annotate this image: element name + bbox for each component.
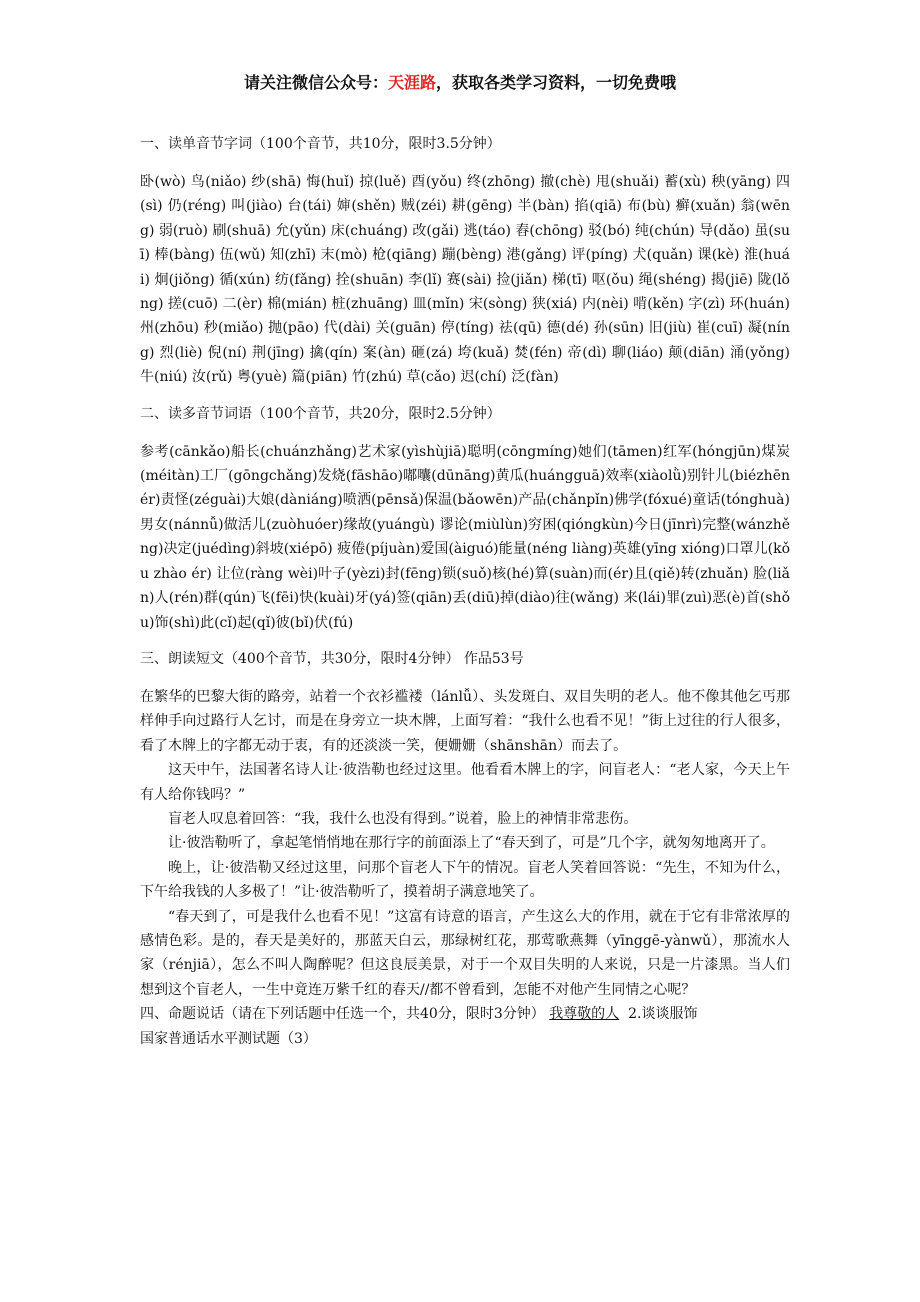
passage-paragraph: 让·彼浩勒听了，拿起笔悄悄地在那行字的前面添上了“春天到了，可是”几个字，就匆匆地离开了。: [168, 835, 775, 852]
section1-title: 一、读单音节字词（100个音节，共10分，限时3.5分钟）: [140, 136, 501, 152]
promo-suffix: ，获取各类学习资料，一切免费哦: [436, 73, 677, 92]
promo-prefix: 请关注微信公众号：: [243, 73, 388, 92]
section4-line: [140, 1002, 790, 1026]
promo-header: [0, 70, 920, 93]
section2-word-list: 参考(cānkǎo)船长(chuánzhǎng)艺术家(yìshùjiā)聪明(cōngmíng)她们(tāmen)红军(hóngjūn)煤炭(méitàn)工厂(gōngchǎng)发烧(fāshāo)嘟囔(dūnāng)黄瓜(huángguā)效率(xiàolǜ)别针儿(biézhēnér)责怪(zéguài)大娘(dàniáng)喷洒(pēnsǎ)保温(bǎowēn)产品(chǎnpǐn)佛学(fóxué)童话(tónghuà)男女(nánnǚ)做活儿(zuòhuóer)缘故(yuángù) 谬论(miùlùn)穷困(qióngkùn)今日(jīnrì)完整(wánzhěng)决定(juédìng)斜坡(xiépō) 疲倦(píjuàn)爱国(àiguó)能量(néng liàng)英雄(yīng xióng)口罩儿(kǒu zhào ér) 让位(ràng wèi)叶子(yèzi)封(fēng)锁(suǒ)核(hé)算(suàn)而(ér)且(qiě)转(zhuǎn) 脸(liǎn)人(rén)群(qún)飞(fēi)快(kuài)牙(yá)签(qiān)丢(diū)掉(diào)往(wǎng) 来(lái)罪(zuì)恶(è)首(shǒu)饰(shì)此(cǐ)起(qǐ)彼(bǐ)伏(fú): [140, 443, 790, 631]
section3-title: 三、朗读短文（400个音节，共30分，限时4分钟） 作品53号: [140, 650, 524, 667]
passage-paragraph: 这天中午，法国著名诗人让·彼浩勒也经过这里。他看看木牌上的字，问盲老人：“老人家，今天上午有人给你钱吗？”: [140, 762, 790, 803]
exam-title-footer: 国家普通话水平测试题（3）: [140, 1030, 317, 1047]
section4-title: 四、命题说话（请在下列话题中任选一个，共40分，限时3分钟）: [140, 1006, 545, 1023]
topic-option-1: 我尊敬的人: [549, 1006, 620, 1023]
passage-paragraph: 盲老人叹息着回答：“我，我什么也没有得到。”说着，脸上的神情非常悲伤。: [168, 810, 638, 827]
document-body: [140, 132, 790, 1051]
passage-paragraph: 在繁华的巴黎大街的路旁，站着一个衣衫褴褛（lánlǚ）、头发斑白、双目失明的老人。他不像其他乞丐那样伸手向过路行人乞讨，而是在身旁立一块木牌，上面写着：“我什么也看不见！”街上过往的行人很多，看了木牌上的字都无动于衷，有的还淡淡一笑，便姗姗（shānshān）而去了。: [140, 688, 790, 754]
section1-word-list: 卧(wò) 鸟(niǎo) 纱(shā) 悔(huǐ) 掠(luě) 酉(yǒu) 终(zhōng) 撤(chè) 甩(shuǎi) 蓄(xù) 秧(yāng) 四(sì) 仍(réng) 叫(jiào) 台(tái) 婶(shěn) 贼(zéi) 耕(gēng) 半(bàn) 掐(qiā) 布(bù) 癣(xuǎn) 翁(wēng) 弱(ruò) 刷(shuā) 允(yǔn) 床(chuáng) 改(gǎi) 逃(táo) 舂(chōng) 驳(bó) 纯(chún) 导(dǎo) 虽(suī) 棒(bàng) 伍(wǔ) 知(zhī) 末(mò) 枪(qiāng) 蹦(bèng) 港(gǎng) 评(píng) 犬(quǎn) 课(kè) 淮(huái) 炯(jiǒng) 循(xún) 纺(fǎng) 拴(shuān) 李(lǐ) 赛(sài) 捡(jiǎn) 梯(tī) 呕(ǒu) 绳(shéng) 揭(jiē) 陇(lǒng) 搓(cuō) 二(èr) 棉(mián) 桩(zhuāng) 皿(mǐn) 宋(sòng) 狭(xiá) 内(nèi) 啃(kěn) 字(zì) 环(huán) 州(zhōu) 秒(miǎo) 抛(pāo) 代(dài) 关(guān) 停(tíng) 祛(qū) 德(dé) 孙(sūn) 旧(jiù) 崔(cuī) 凝(níng) 烈(liè) 倪(ní) 荆(jīng) 擒(qín) 案(àn) 砸(zá) 垮(kuǎ) 焚(fén) 帝(dì) 聊(liáo) 颠(diān) 涌(yǒng) 牛(niú) 汝(rǔ) 粤(yuè) 篇(piān) 竹(zhú) 草(cǎo) 迟(chí) 泛(fàn): [140, 174, 790, 386]
passage-paragraph: 晚上，让·彼浩勒又经过这里，问那个盲老人下午的情况。盲老人笑着回答说：“先生，不知为什么，下午给我钱的人多极了！”让·彼浩勒听了，摸着胡子满意地笑了。: [140, 859, 790, 901]
section2-title: 二、读多音节词语（100个音节，共20分，限时2.5分钟）: [140, 405, 501, 422]
passage-paragraph: “春天到了，可是我什么也看不见！”这富有诗意的语言，产生这么大的作用，就在于它有非常浓厚的感情色彩。是的，春天是美好的，那蓝天白云，那绿树红花，那莺歌燕舞（yīnggē-yànwǔ），那流水人家（rénjiā），怎么不叫人陶醉呢？但这良辰美景，对于一个双目失明的人来说，只是一片漆黑。当人们想到这个盲老人，一生中竟连万紫千红的春天//都不曾看到，怎能不对他产生同情之心呢？: [140, 908, 790, 998]
topic-option-2: 2.谈谈服饰: [628, 1006, 698, 1023]
promo-account-name: 天涯路: [387, 73, 436, 92]
